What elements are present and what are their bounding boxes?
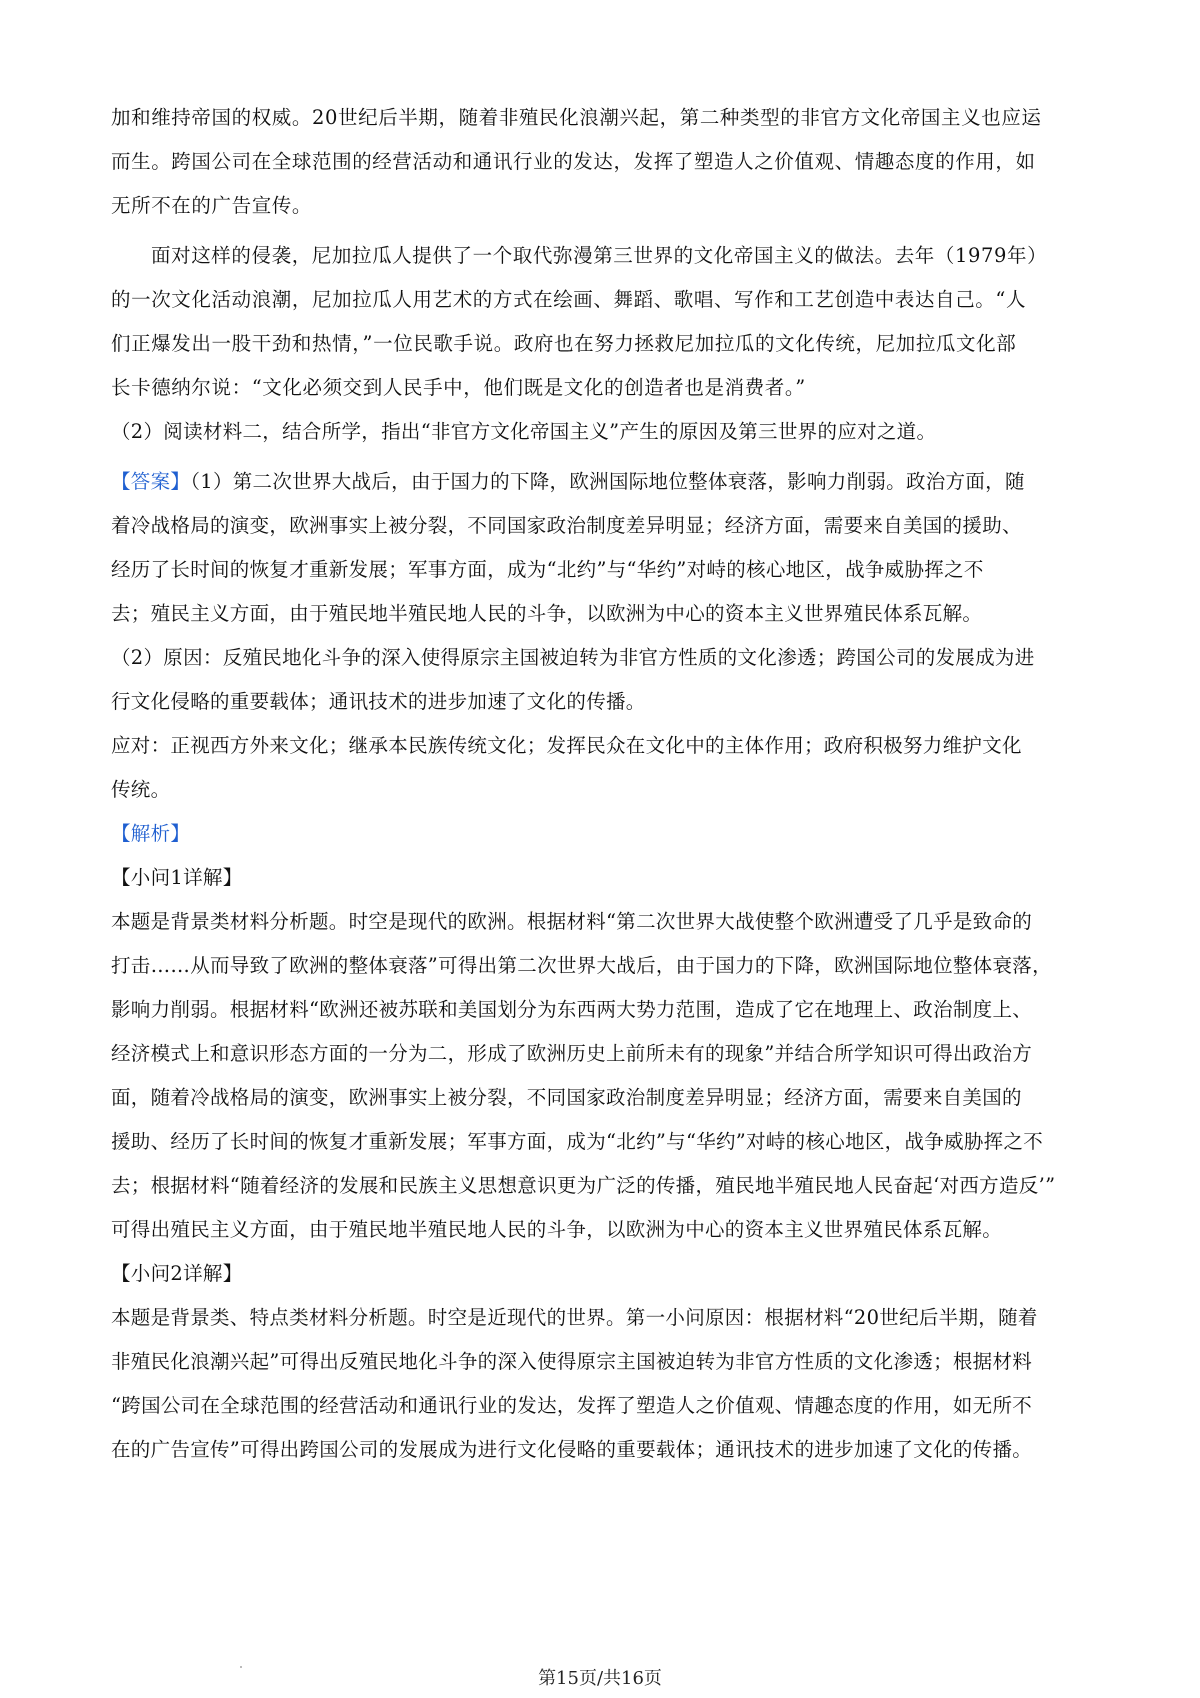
- text-line: 面对这样的侵袭，尼加拉瓜人提供了一个取代弥漫第三世界的文化帝国主义的做法。去年（1979年）: [151, 244, 1048, 267]
- text-line: 行文化侵略的重要载体；通讯技术的进步加速了文化的传播。: [111, 690, 646, 713]
- text-line: 应对：正视西方外来文化；继承本民族传统文化；发挥民众在文化中的主体作用；政府积极努力维护文化: [111, 734, 1022, 757]
- text-line: 着冷战格局的演变，欧洲事实上被分裂，不同国家政治制度差异明显；经济方面，需要来自美国的援助、: [111, 514, 1022, 537]
- text-line: 经历了长时间的恢复才重新发展；军事方面，成为“北约”与“华约”对峙的核心地区，战争威胁挥之不: [111, 558, 984, 581]
- text-line: 而生。跨国公司在全球范围的经营活动和通讯行业的发达，发挥了塑造人之价值观、情趣态度的作用，如: [111, 150, 1036, 173]
- text-line: 长卡德纳尔说：“文化必须交到人民手中，他们既是文化的创造者也是消费者。”: [111, 376, 806, 399]
- text-line: 在的广告宣传”可得出跨国公司的发展成为进行文化侵略的重要载体；通讯技术的进步加速了文化的传播。: [111, 1438, 1033, 1461]
- text-line: 援助、经历了长时间的恢复才重新发展；军事方面，成为“北约”与“华约”对峙的核心地区，战争威胁挥之不: [111, 1130, 1044, 1153]
- sub-question-2-heading: 【小问2详解】: [111, 1262, 243, 1285]
- text-line: 打击……从而导致了欧洲的整体衰落”可得出第二次世界大战后，由于国力的下降，欧洲国际地位整体衰落，: [111, 954, 1052, 977]
- text-line: 本题是背景类、特点类材料分析题。时空是近现代的世界。第一小问原因：根据材料“20世纪后半期，随着: [111, 1306, 1038, 1329]
- text-line: 经济模式上和意识形态方面的一分为二，形成了欧洲历史上前所未有的现象”并结合所学知识可得出政治方: [111, 1042, 1033, 1065]
- answer-line: [111, 460, 1096, 504]
- text-line: 去；根据材料“随着经济的发展和民族主义思想意识更为广泛的传播，殖民地半殖民地人民奋起‘对西方造反’”: [111, 1174, 1056, 1197]
- text-line: 的一次文化活动浪潮，尼加拉瓜人用艺术的方式在绘画、舞蹈、歌唱、写作和工艺创造中表达自己。“人: [111, 288, 1027, 311]
- text-line: 加和维持帝国的权威。20世纪后半期，随着非殖民化浪潮兴起，第二种类型的非官方文化帝国主义也应运: [111, 106, 1042, 129]
- analysis-section: [111, 812, 1096, 1472]
- text-line: 本题是背景类材料分析题。时空是现代的欧洲。根据材料“第二次世界大战使整个欧洲遭受了几乎是致命的: [111, 910, 1033, 933]
- answer-tag: 【答案】: [111, 470, 191, 493]
- analysis-tag: 【解析】: [111, 822, 191, 845]
- page-content: [111, 96, 1096, 1472]
- text-line: “跨国公司在全球范围的经营活动和通讯行业的发达，发挥了塑造人之价值观、情趣态度的作用，如无所不: [111, 1394, 1033, 1417]
- text-line: 无所不在的广告宣传。: [111, 194, 313, 217]
- text-line: 影响力削弱。根据材料“欧洲还被苏联和美国划分为东西两大势力范围，造成了它在地理上、政治制度上、: [111, 998, 1033, 1021]
- text-line: 面，随着冷战格局的演变，欧洲事实上被分裂，不同国家政治制度差异明显；经济方面，需要来自美国的: [111, 1086, 1022, 1109]
- page-number-footer: 第15页/共16页: [538, 1668, 662, 1689]
- text-line: 传统。: [111, 778, 171, 801]
- text-line: 非殖民化浪潮兴起”可得出反殖民地化斗争的深入使得原宗主国被迫转为非官方性质的文化渗透；根据材料: [111, 1350, 1033, 1373]
- text-line: （2）原因：反殖民地化斗争的深入使得原宗主国被迫转为非官方性质的文化渗透；跨国公司的发展成为进: [111, 646, 1035, 669]
- text-line: 们正爆发出一股干劲和热情，”一位民歌手说。政府也在努力拯救尼加拉瓜的文化传统，尼加拉瓜文化部: [111, 332, 1017, 355]
- answer-section: [111, 460, 1096, 812]
- text-line: 去；殖民主义方面，由于殖民地半殖民地人民的斗争，以欧洲为中心的资本主义世界殖民体系瓦解。: [111, 602, 983, 625]
- sub-question-1-heading: 【小问1详解】: [111, 866, 243, 889]
- material-paragraph-2: [111, 234, 1096, 410]
- answer-q1-first-line: （1）第二次世界大战后，由于国力的下降，欧洲国际地位整体衰落，影响力削弱。政治方面，随: [190, 470, 1025, 493]
- question-2: （2）阅读材料二，结合所学，指出“非官方文化帝国主义”产生的原因及第三世界的应对之道。: [111, 420, 937, 443]
- text-line: 可得出殖民主义方面，由于殖民地半殖民地人民的斗争，以欧洲为中心的资本主义世界殖民体系瓦解。: [111, 1218, 1003, 1241]
- material-paragraph-1: [111, 96, 1096, 228]
